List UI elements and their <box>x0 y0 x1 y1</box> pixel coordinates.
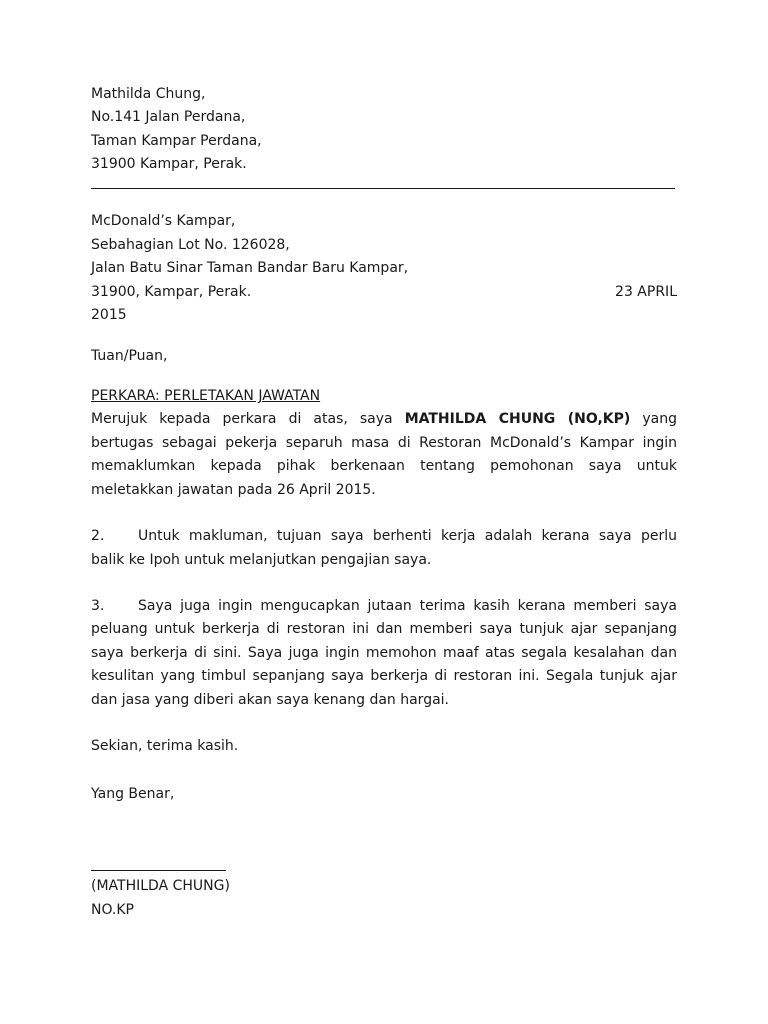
letter-date-year: 2015 <box>91 307 127 323</box>
paragraph-2-line-2: balik ke Ipoh untuk melanjutkan pengajian saya. <box>91 552 432 568</box>
sender-address-line-2: Taman Kampar Perdana, <box>91 133 262 149</box>
sender-address-line-3: 31900 Kampar, Perak. <box>91 156 247 172</box>
paragraph-1-intro-end: yang <box>642 411 678 427</box>
subject-heading: PERKARA: PERLETAKAN JAWATAN <box>91 388 321 404</box>
paragraph-3-line-5: dan jasa yang diberi akan saya kenang dan hargai. <box>91 692 449 708</box>
paragraph-3-text: Saya juga ingin mengucapkan jutaan terima kasih kerana memberi saya <box>138 598 677 614</box>
paragraph-1-line-2: bertugas sebagai pekerja separuh masa di Restoran McDonald’s Kampar ingin <box>91 435 677 451</box>
sender-name: Mathilda Chung, <box>91 86 206 102</box>
paragraph-3-line-4: kesulitan yang timbul sepanjang saya berkerja di restoran ini. Segala tunjuk ajar <box>91 668 677 684</box>
recipient-name: McDonald’s Kampar, <box>91 213 236 229</box>
paragraph-1-line-4: meletakkan jawatan pada 26 April 2015. <box>91 482 376 498</box>
paragraph-1-line-3: memaklumkan kepada pihak berkenaan tentang pemohonan saya untuk <box>91 458 677 474</box>
letter-date: 23 APRIL <box>615 284 677 300</box>
paragraph-1-intro: Merujuk kepada perkara di atas, saya <box>91 411 393 427</box>
paragraph-3-number: 3. <box>91 598 105 614</box>
recipient-address-line-1: Sebahagian Lot No. 126028, <box>91 237 290 253</box>
paragraph-3-line-1 <box>91 596 677 616</box>
paragraph-1-line-1 <box>91 409 677 429</box>
sign-off: Yang Benar, <box>91 786 175 802</box>
paragraph-3-line-3: saya berkerja di sini. Saya juga ingin memohon maaf atas segala kesalahan dan <box>91 645 677 661</box>
paragraph-2-text: Untuk makluman, tujuan saya berhenti kerja adalah kerana saya perlu <box>138 528 677 544</box>
signatory-id-label: NO.KP <box>91 902 134 918</box>
salutation: Tuan/Puan, <box>91 348 168 364</box>
recipient-address-line-2: Jalan Batu Sinar Taman Bandar Baru Kampar, <box>91 260 409 276</box>
closing-line: Sekian, terima kasih. <box>91 738 239 754</box>
paragraph-2-line-1 <box>91 526 677 546</box>
applicant-name-bold: MATHILDA CHUNG (NO,KP) <box>404 411 631 427</box>
recipient-address-line-3: 31900, Kampar, Perak. <box>91 284 252 300</box>
signature-line <box>91 870 226 871</box>
paragraph-3-line-2: peluang untuk berkerja di restoran ini dan memberi saya tunjuk ajar sepanjang <box>91 621 677 637</box>
sender-address-line-1: No.141 Jalan Perdana, <box>91 109 246 125</box>
paragraph-2-number: 2. <box>91 528 105 544</box>
header-divider <box>91 188 675 189</box>
signatory-name: (MATHILDA CHUNG) <box>91 878 230 894</box>
